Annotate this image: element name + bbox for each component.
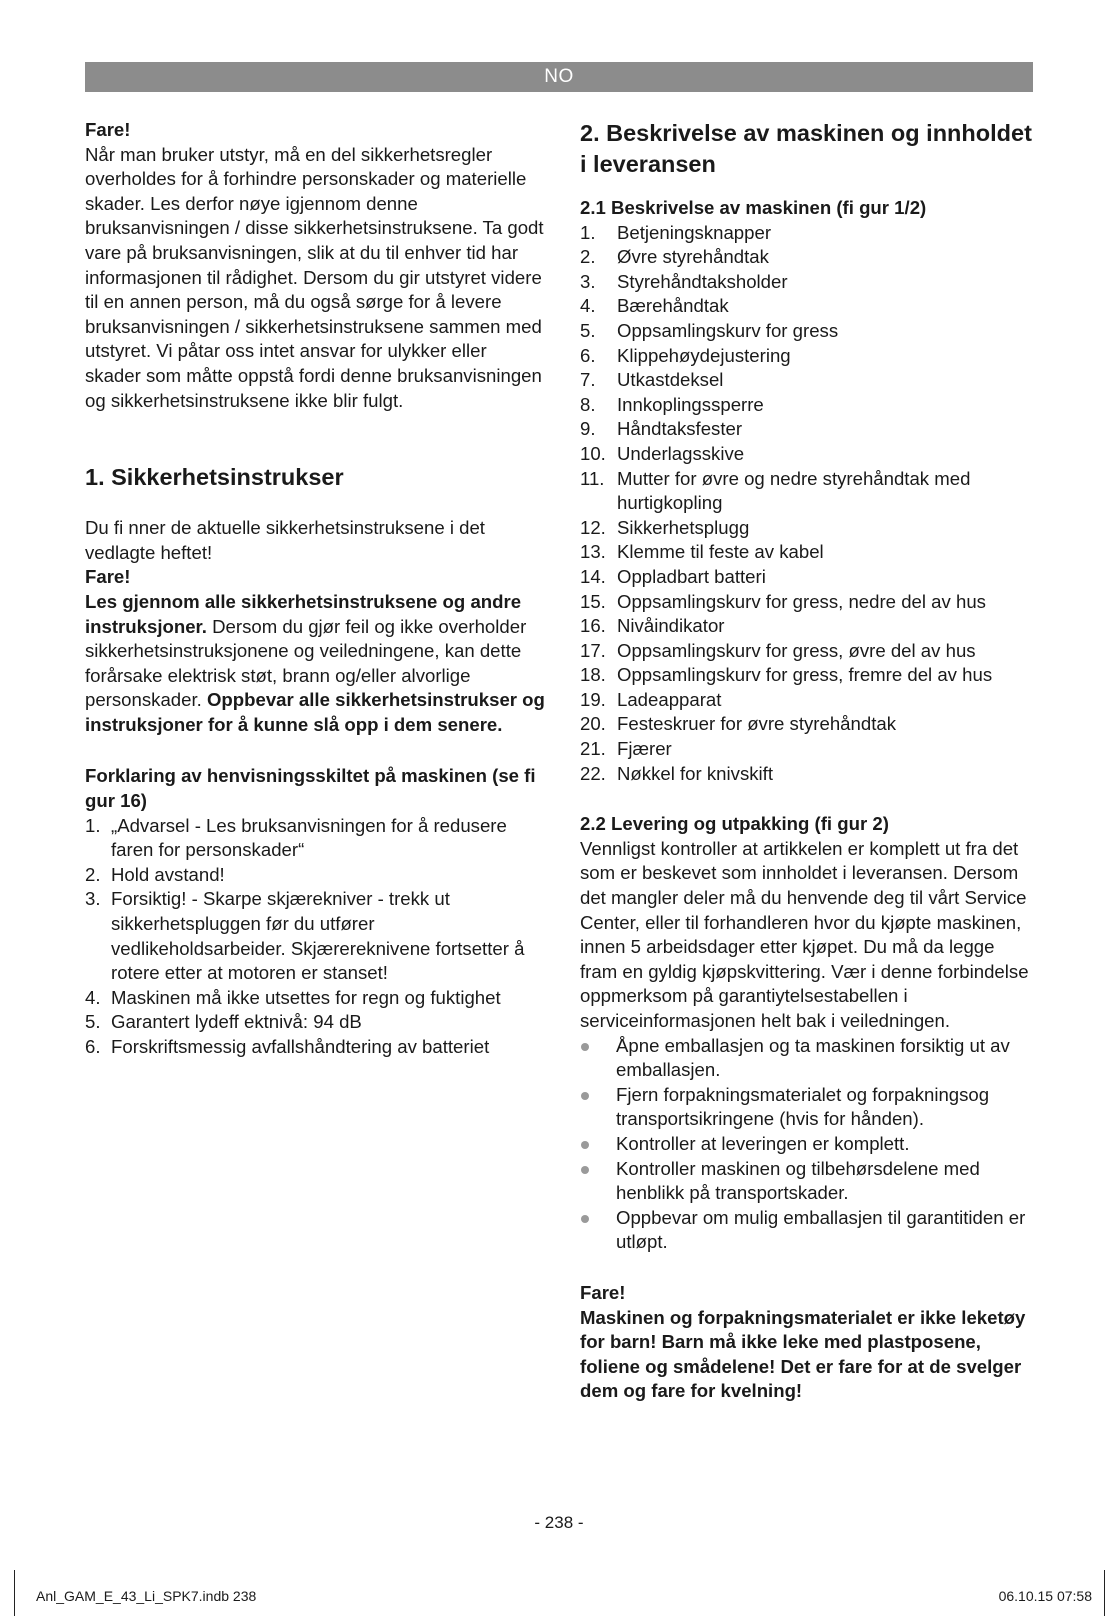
warning-bold-2: Oppbevar alle sikkerhetsinstrukser og instruksjoner for å kunne slå opp i dem senere.: [85, 689, 545, 735]
list-item: 9. Håndtaksfester: [580, 418, 743, 440]
bullet-icon: [581, 1092, 589, 1100]
warning-text: Når man bruker utstyr, må en del sikkerhetsregler overholdes for å forhindre personskader og materielle skader. Les derfor nøye igjennom denne bruksanvisningen / disse sikkerhetsinstruksene. Ta godt vare på bruksanvisningen, slik at du til enhver tid har informasjonen til rådighet. Dersom du gir utstyret videre til en annen person, må du også sørge for å levere bruksanvisningen / sikkerhetsinstruksene sammen med utstyret. Vi påtar oss intet ansvar for ulykker eller skader som måtte oppstå fordi denne bruksanvisningen og sikkerhetsinstruksene ikke blir fulgt.: [85, 143, 544, 411]
section-1-intro: Du fi nner de aktuelle sikkerhetsinstruksene i det vedlagte heftet!: [85, 517, 485, 563]
list-item: 21. Fjærer: [580, 738, 672, 760]
subsection-2-2-title: 2.2 Levering og utpakking (fi gur 2): [580, 813, 889, 835]
list-item: 11. Mutter for øvre og nedre styrehåndtak med hurtigkopling: [580, 467, 971, 514]
list-item: 4. Bærehåndtak: [580, 295, 729, 317]
list-item: 1. „Advarsel - Les bruksanvisningen for å redusere faren for personskader“: [85, 814, 507, 861]
delivery-text: Vennligst kontroller at artikkelen er komplett ut fra det som er beskevet som innholdet i leveransen. Dersom det mangler deler må du henvende deg til vårt Service Center, eller til forhandleren hvor du kjøpte maskinen, innen 5 arbeidsdager etter kjøpet. Du må da legge fram en gyldig kjøpskvittering. Vær i denne forbindelse oppmerksom på garantiytelsestabellen i serviceinformasjonen helt bak i veiledningen.: [580, 837, 1029, 1031]
list-item: 7. Utkastdeksel: [580, 369, 724, 391]
warning-body: Dersom du gjør feil og ikke overholder sikkerhetsinstruksjonene og veiledningene, kan dette forårsake elektrisk støt, brann og/eller alvorlige personskader.: [85, 615, 527, 711]
list-item: 13. Klemme til feste av kabel: [580, 541, 824, 563]
list-item: 22. Nøkkel for knivskift: [580, 762, 774, 784]
section-1-title: 1. Sikkerhetsinstrukser: [85, 464, 344, 491]
list-item: 5. Oppsamlingskurv for gress: [580, 319, 839, 341]
subsection-2-1-title: 2.1 Beskrivelse av maskinen (fi gur 1/2): [580, 197, 927, 218]
list-item: 8. Innkoplingssperre: [580, 393, 764, 415]
list-item: 6. Forskriftsmessig avfallshåndtering av batteriet: [85, 1036, 490, 1057]
warning-bold-1: Les gjennom alle sikkerhetsinstruksene og andre instruksjoner.: [85, 590, 522, 637]
warning-label: Fare!: [85, 119, 131, 140]
unpacking-list: [580, 1034, 1035, 1255]
list-item: Kontroller at leveringen er komplett.: [580, 1132, 1035, 1157]
list-item: 2. Hold avstand!: [85, 863, 225, 885]
signs-title: Forklaring av henvisningsskiltet på maskinen (se fi gur 16): [85, 765, 536, 812]
list-item: 2. Øvre styrehåndtak: [580, 246, 769, 268]
bullet-icon: [581, 1215, 589, 1223]
list-item: 19. Ladeapparat: [580, 688, 722, 710]
language-header-bar: NO: [85, 62, 1033, 92]
list-item: 3. Forsiktig! - Skarpe skjærekniver - trekk ut sikkerhetspluggen før du utfører vedlikeholdsarbeider. Skjærereknivene fortsetter å rotere etter at motoren er stanset!: [85, 888, 525, 984]
list-item: Kontroller maskinen og tilbehørsdelene med henblikk på transportskader.: [580, 1157, 1035, 1206]
bullet-icon: [581, 1141, 589, 1149]
list-item: 14. Oppladbart batteri: [580, 565, 766, 587]
list-item: 17. Oppsamlingskurv for gress, øvre del av hus: [580, 639, 976, 661]
list-item: 12. Sikkerhetsplugg: [580, 516, 750, 538]
print-timestamp: 06.10.15 07:58: [998, 1588, 1092, 1604]
right-column: [580, 118, 1035, 1404]
warning-label-3: Fare!: [580, 1281, 626, 1303]
section-2-title: 2. Beskrivelse av maskinen og innholdet i leveransen: [580, 120, 1032, 177]
list-item: 6. Klippehøydejustering: [580, 344, 791, 366]
list-item: 10. Underlagsskive: [580, 442, 745, 464]
warning-label-2: Fare!: [85, 566, 131, 588]
list-item: 5. Garantert lydeff ektnivå: 94 dB: [85, 1011, 362, 1033]
parts-list: [580, 221, 1035, 787]
list-item: Åpne emballasjen og ta maskinen forsiktig ut av emballasjen.: [580, 1034, 1035, 1083]
warning-text-3: Maskinen og forpakningsmaterialet er ikke leketøy for barn! Barn må ikke leke med plastposene, foliene og smådelene! Det er fare for at de svelger dem og fare for kvelning!: [580, 1306, 1026, 1402]
file-info: Anl_GAM_E_43_Li_SPK7.indb 238: [36, 1588, 257, 1604]
bullet-icon: [581, 1043, 589, 1051]
crop-mark-right: [1104, 1570, 1105, 1616]
list-item: Fjern forpakningsmaterialet og forpakningsog transportsikringene (hvis for hånden).: [580, 1083, 1035, 1132]
signs-list: [85, 814, 545, 1060]
list-item: 1. Betjeningsknapper: [580, 221, 772, 243]
list-item: 3. Styrehåndtaksholder: [580, 270, 788, 292]
list-item: 20. Festeskruer for øvre styrehåndtak: [580, 713, 897, 735]
warning-text-2: [85, 590, 545, 738]
left-column: [85, 118, 545, 1060]
list-item: 4. Maskinen må ikke utsettes for regn og fuktighet: [85, 986, 501, 1008]
crop-mark-left: [14, 1570, 15, 1616]
list-item: Oppbevar om mulig emballasjen til garantitiden er utløpt.: [580, 1206, 1035, 1255]
page-number: - 238 -: [534, 1513, 584, 1532]
list-item: 15. Oppsamlingskurv for gress, nedre del av hus: [580, 590, 986, 612]
list-item: 16. Nivåindikator: [580, 615, 725, 637]
bullet-icon: [581, 1166, 589, 1174]
list-item: 18. Oppsamlingskurv for gress, fremre del av hus: [580, 664, 993, 686]
